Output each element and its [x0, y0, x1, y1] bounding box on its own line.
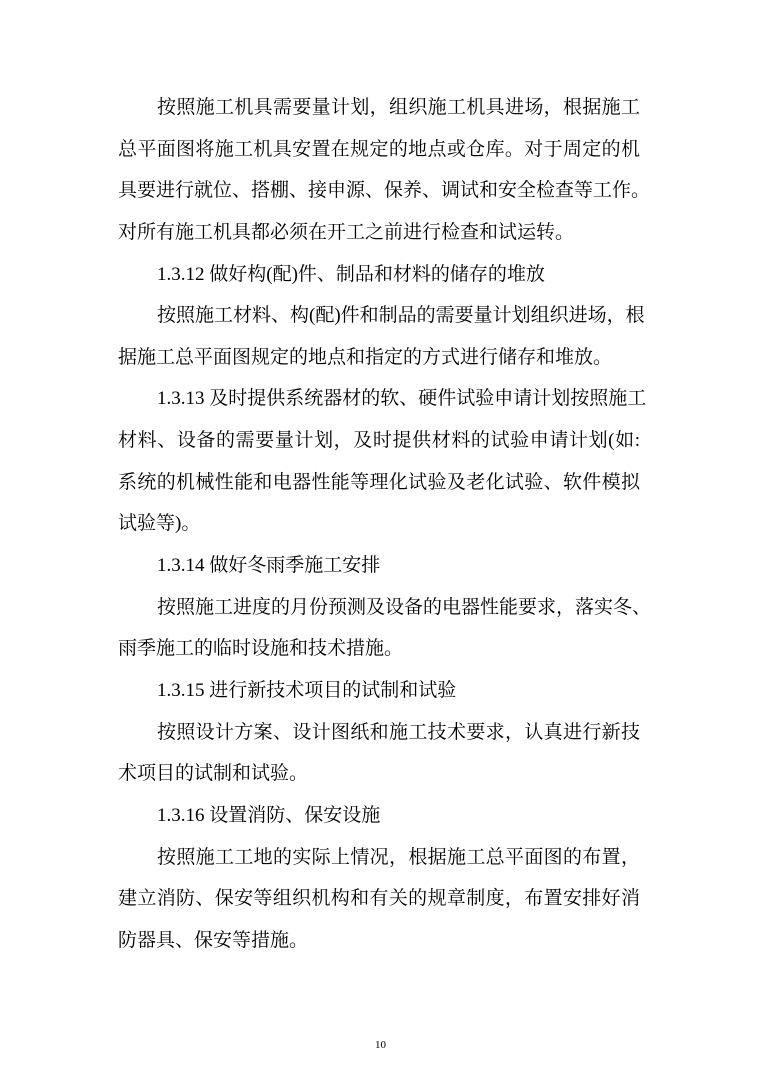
text-line: 1.3.16 设置消防、保安设施	[157, 804, 381, 826]
text-line: 1.3.12 做好构(配)件、制品和材料的储存的堆放	[157, 263, 545, 285]
text-line: 1.3.14 做好冬雨季施工安排	[157, 555, 381, 577]
text-line: 系统的机械性能和电器性能等理化试验及老化试验、软件模拟	[118, 471, 640, 493]
text-line: 1.3.15 进行新技术项目的试制和试验	[157, 679, 457, 701]
text-line: 按照施工机具需要量计划，组织施工机具进场，根据施工	[157, 97, 640, 118]
text-line: 材料、设备的需要量计划，及时提供材料的试验申请计划(如:	[118, 430, 640, 452]
text-line: 防器具、保安等措施。	[118, 929, 309, 951]
text-line: 雨季施工的临时设施和技术措施。	[118, 638, 404, 660]
page-number: 10	[375, 1039, 386, 1051]
text-line: 按照施工材料、构(配)件和制品的需要量计划组织进场，根	[157, 305, 645, 327]
text-line: 据施工总平面图规定的地点和指定的方式进行储存和堆放。	[118, 346, 613, 368]
text-line: 术项目的试制和试验。	[118, 763, 309, 785]
document-body	[118, 87, 652, 961]
text-line: 建立消防、保安等组织机构和有关的规章制度，布置安排好消	[118, 888, 640, 910]
text-line: 试验等)。	[118, 513, 201, 535]
text-line: 1.3.13 及时提供系统器材的软、硬件试验申请计划按照施工	[157, 388, 647, 410]
text-line: 对所有施工机具都必须在开工之前进行检查和试运转。	[118, 221, 575, 243]
text-line: 总平面图将施工机具安置在规定的地点或仓库。对于周定的机	[118, 138, 640, 160]
text-line: 按照施工工地的实际上情况，根据施工总平面图的布置，	[157, 846, 640, 868]
text-line: 按照施工进度的月份预测及设备的电器性能要求，落实冬、	[157, 596, 652, 618]
text-line: 具要进行就位、搭棚、接申源、保养、调试和安全检查等工作。	[118, 180, 651, 202]
text-line: 按照设计方案、设计图纸和施工技术要求，认真进行新技	[157, 721, 640, 743]
